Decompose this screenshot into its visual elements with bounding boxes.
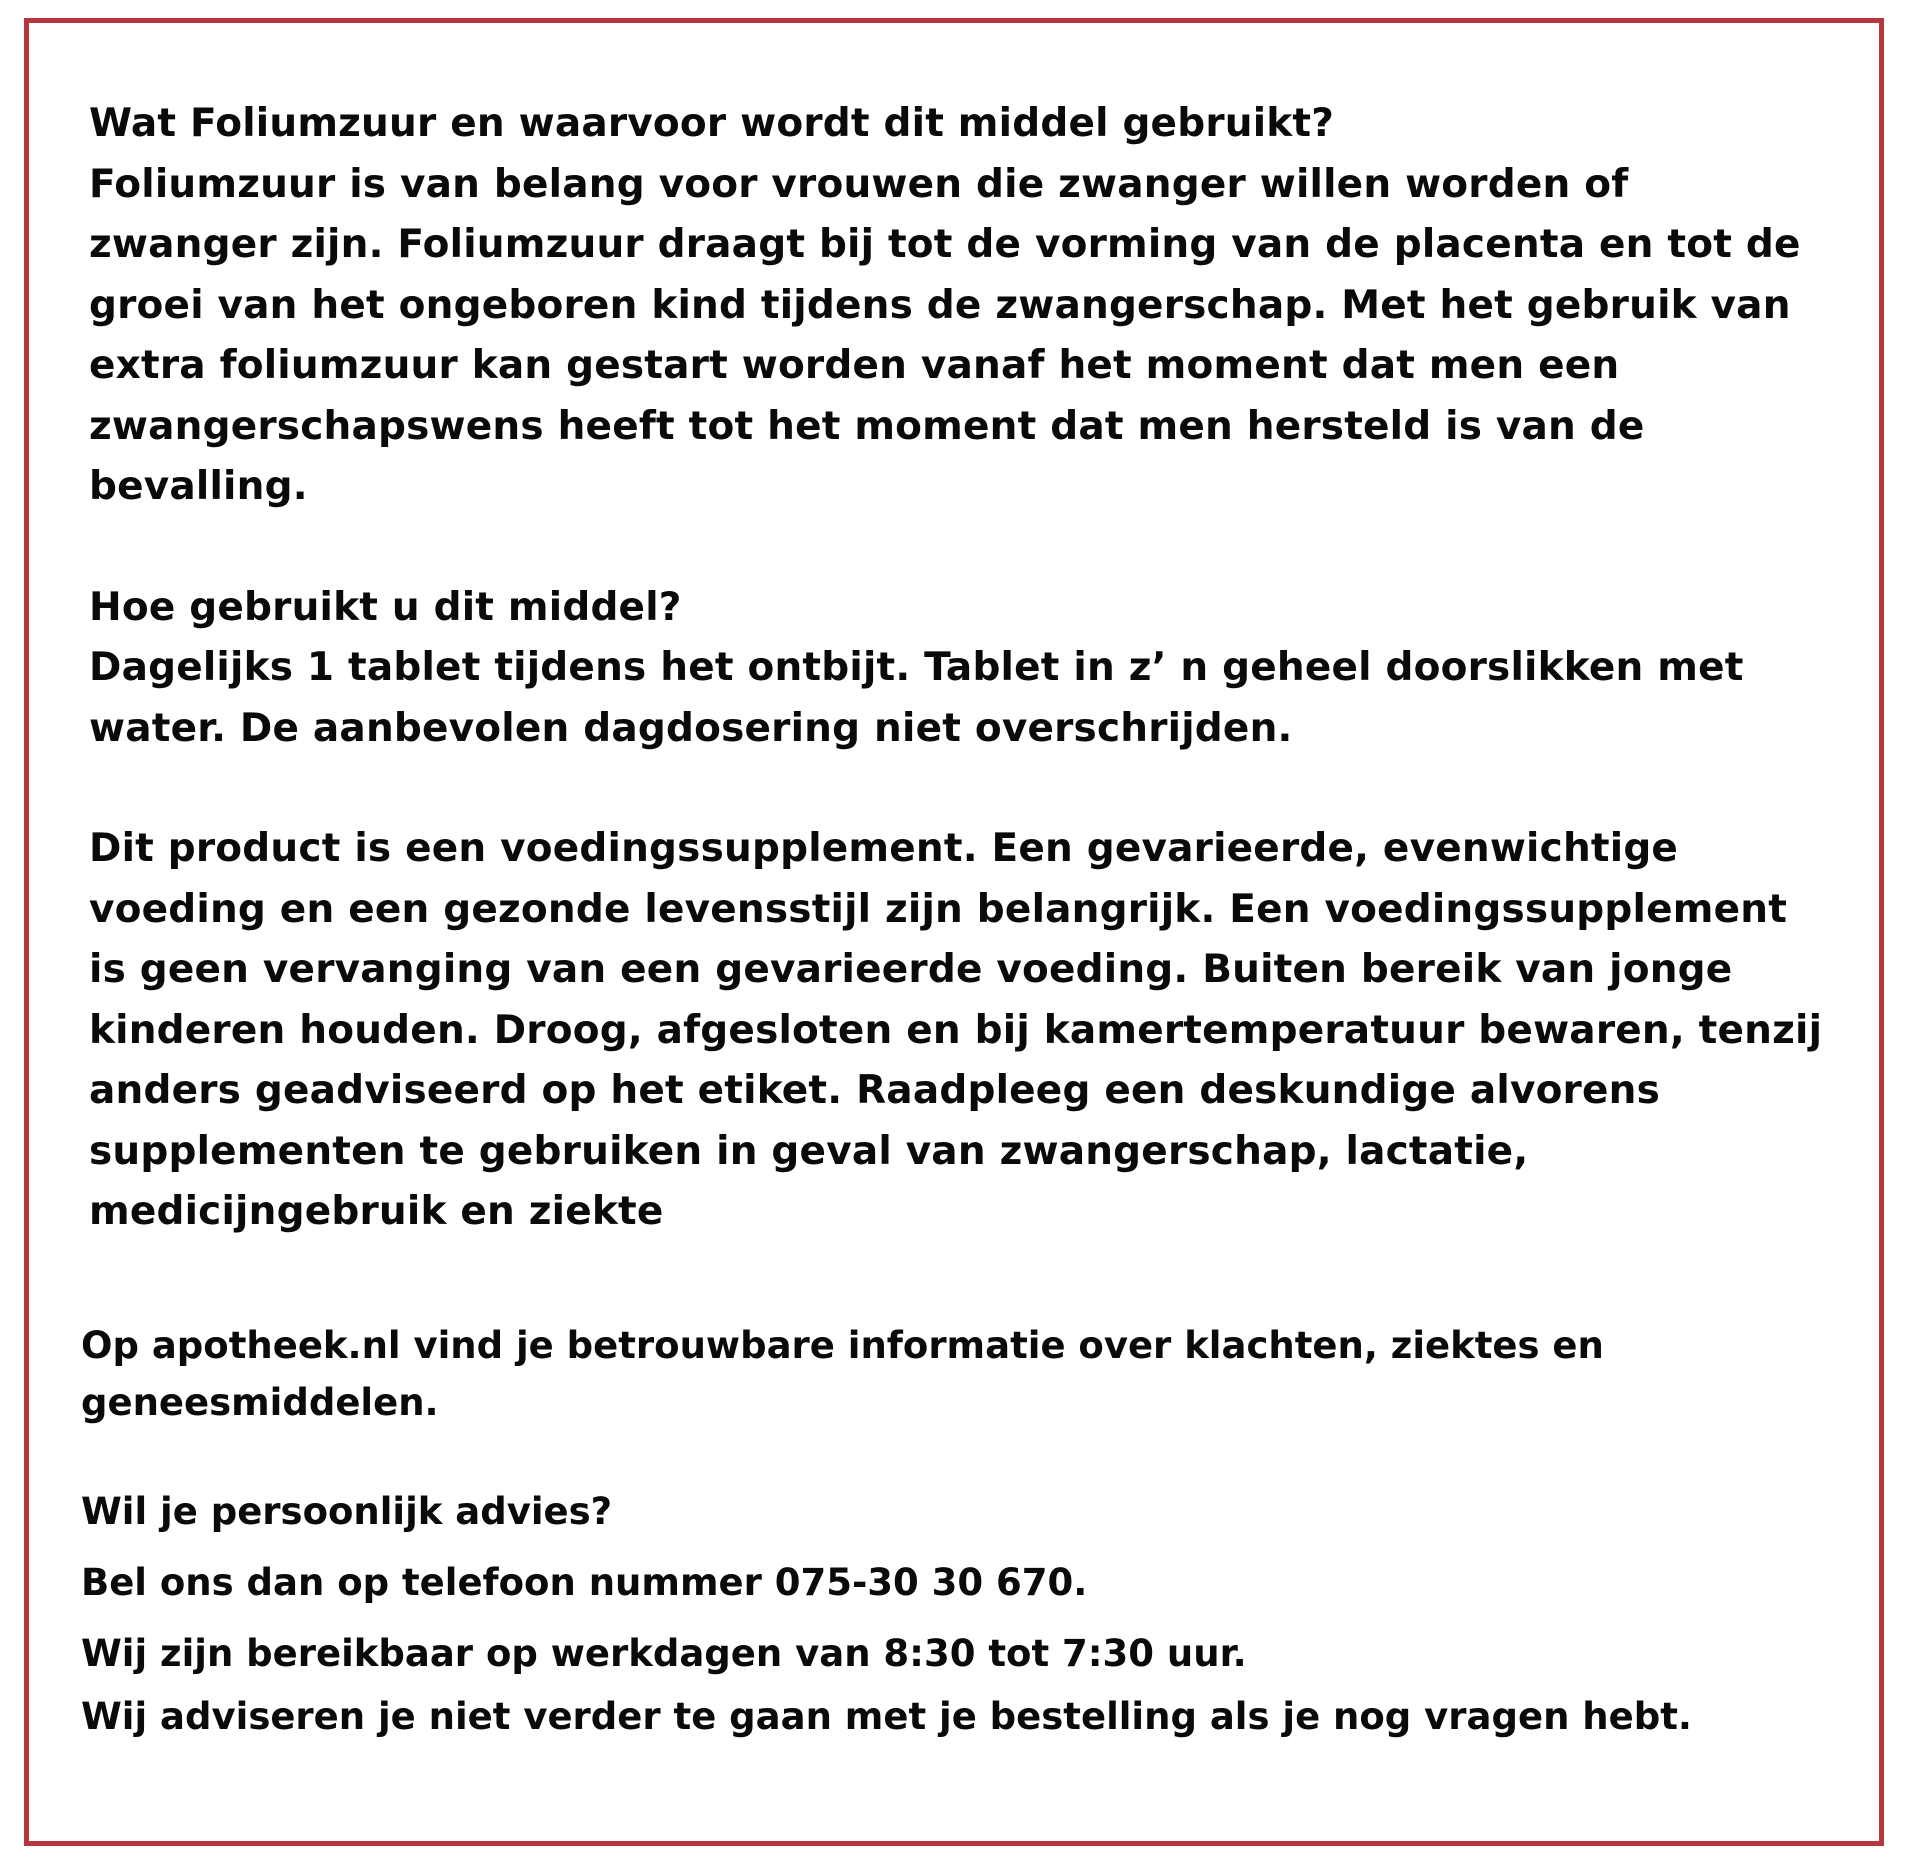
document-content	[89, 94, 1829, 1243]
section-supplement-info	[89, 819, 1829, 1243]
phone-number-text: Bel ons dan op telefoon nummer 075-30 30 670.	[81, 1561, 1088, 1604]
section-how-to-use	[89, 578, 1829, 760]
opening-hours-text: Wij zijn bereikbaar op werkdagen van 8:30 tot 7:30 uur.	[81, 1632, 1247, 1675]
usage-purpose-heading: Wat Foliumzuur en waarvoor wordt dit middel gebruikt?	[89, 101, 1335, 146]
personal-advice-question: Wil je persoonlijk advies?	[81, 1490, 613, 1533]
supplement-info-body: Dit product is een voedingssupplement. Een gevarieerde, evenwichtige voeding en een gezonde levensstijl zijn belangrijk. Een voedingssupplement is geen vervanging van een gevarieerde voeding. Buiten bereik van jonge kinderen houden. Droog, afgesloten en bij kamertemperatuur bewaren, tenzij anders geadviseerd op het etiket. Raadpleeg een deskundige alvorens supplementen te gebruiken in geval van zwangerschap, lactatie, medicijngebruik en ziekte	[89, 826, 1823, 1234]
apotheek-info-text: Op apotheek.nl vind je betrouwbare informatie over klachten, ziektes en geneesmiddelen.	[81, 1324, 1604, 1424]
how-to-use-heading: Hoe gebruikt u dit middel?	[89, 584, 682, 630]
section-spacer	[89, 759, 1829, 819]
section-spacer	[89, 518, 1829, 578]
contact-section	[81, 1317, 1831, 1745]
order-advice-text: Wij adviseren je niet verder te gaan met je bestelling als je nog vragen hebt.	[81, 1695, 1692, 1738]
section-usage-purpose	[89, 94, 1829, 518]
usage-purpose-body: Foliumzuur is van belang voor vrouwen die zwanger willen worden of zwanger zijn. Foliumzuur draagt bij tot de vorming van de placenta en tot de groei van het ongeboren kind tijdens de zwangerschap. Met het gebruik van extra foliumzuur kan gestart worden vanaf het moment dat men een zwangerschapswens heeft tot het moment dat men hersteld is van de bevalling.	[89, 161, 1801, 509]
how-to-use-body: Dagelijks 1 tablet tijdens het ontbijt. Tablet in z’ n geheel doorslikken met water. De aanbevolen dagdosering niet overschrijden.	[89, 645, 1744, 751]
